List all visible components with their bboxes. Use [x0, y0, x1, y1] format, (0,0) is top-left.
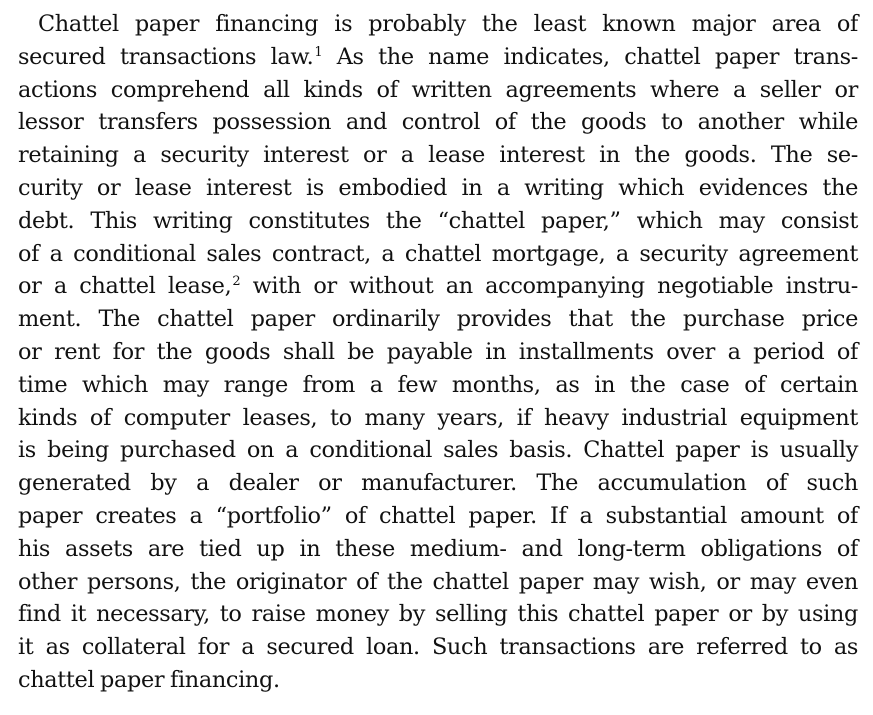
- footnote-marker: 1: [314, 44, 323, 60]
- text-segment: with or without an accompanying negotiable instru-: [240, 273, 858, 300]
- text-line: kinds of computer leases, to many years, if heavy industrial equipment: [18, 404, 858, 431]
- text-line: generated by a dealer or manufacturer. The accumulation of such: [18, 470, 858, 497]
- text-line: debt. This writing constitutes the “chattel paper,” which may consist: [18, 207, 858, 234]
- text-segment: As the name indicates, chattel paper trans-: [322, 43, 858, 70]
- text-segment: secured transactions law.: [18, 43, 314, 70]
- footnote-marker: 2: [232, 274, 241, 290]
- text-line: chattel paper financing.: [18, 666, 280, 693]
- text-segment: or a chattel lease,: [18, 273, 232, 300]
- text-line: curity or lease interest is embodied in a writing which evidences the: [18, 174, 858, 201]
- body-paragraph: [18, 8, 858, 697]
- text-line: [18, 41, 858, 74]
- text-line: other persons, the originator of the chattel paper may wish, or may even: [18, 568, 858, 595]
- text-line: time which may range from a few months, as in the case of certain: [18, 371, 858, 398]
- text-line: his assets are tied up in these medium- and long-term obligations of: [18, 535, 858, 562]
- document-page: [18, 8, 858, 697]
- text-line: of a conditional sales contract, a chattel mortgage, a security agreement: [18, 240, 858, 267]
- text-line: or rent for the goods shall be payable in installments over a period of: [18, 338, 858, 365]
- text-line: lessor transfers possession and control of the goods to another while: [18, 109, 858, 136]
- text-line: it as collateral for a secured loan. Such transactions are referred to as: [18, 634, 858, 661]
- text-line: [18, 270, 858, 303]
- text-line: paper creates a “portfolio” of chattel paper. If a substantial amount of: [18, 502, 858, 529]
- text-line: actions comprehend all kinds of written agreements where a seller or: [18, 76, 858, 103]
- text-line: find it necessary, to raise money by selling this chattel paper or by using: [18, 601, 858, 628]
- text-line: Chattel paper financing is probably the least known major area of: [38, 11, 858, 37]
- text-line: ment. The chattel paper ordinarily provides that the purchase price: [18, 306, 858, 333]
- text-line: retaining a security interest or a lease interest in the goods. The se-: [18, 142, 858, 169]
- text-line: is being purchased on a conditional sales basis. Chattel paper is usually: [18, 437, 858, 464]
